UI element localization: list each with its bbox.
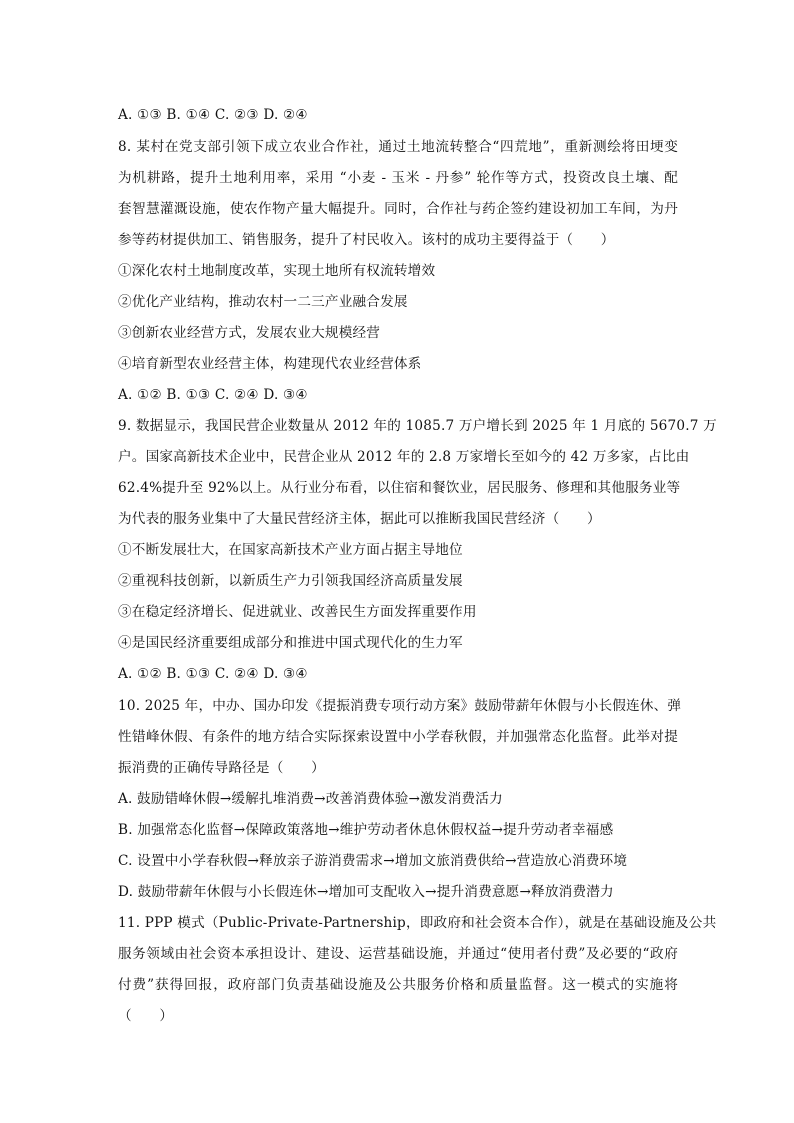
q10-stem-line: 性错峰休假、有条件的地方结合实际探索设置中小学春秋假，并加强常态化监督。此举对提 [118,729,678,745]
q11-stem-line: 付费”获得回报，政府部门负责基础设施及公共服务价格和质量监督。这一模式的实施将 [118,977,678,993]
prev-question-answer-choices: A. ①③ B. ①④ C. ②③ D. ②④ [118,107,308,123]
q8-stem-line: 套智慧灌溉设施，使农作物产量大幅提升。同时，合作社与药企签约建设初加工车间，为丹 [118,201,678,217]
q8-answer-choices: A. ①② B. ①③ C. ②④ D. ③④ [118,387,308,403]
q11-stem-line: 服务领域由社会资本承担设计、建设、运营基础设施，并通过“使用者付费”及必要的“政府 [118,946,678,962]
q9-stem-line: 62.4%提升至 92%以上。从行业分布看，以住宿和餐饮业，居民服务、修理和其他服务业等 [118,480,681,496]
q8-stem-line: 8. 某村在党支部引领下成立农业合作社，通过土地流转整合“四荒地”，重新测绘将田埂变 [118,139,678,155]
q10-option-b: B. 加强常态化监督→保障政策落地→维护劳动者休息休假权益→提升劳动者幸福感 [118,822,614,838]
q10-option-d: D. 鼓励带薪年休假与小长假连休→增加可支配收入→提升消费意愿→释放消费潜力 [118,884,614,900]
q8-stem-line: 为机耕路，提升土地利用率，采用 “小麦 - 玉米 - 丹参” 轮作等方式，投资改良土壤、配 [118,170,678,186]
q9-option: ④是国民经济重要组成部分和推进中国式现代化的生力军 [118,635,463,651]
q9-option: ②重视科技创新，以新质生产力引领我国经济高质量发展 [118,573,463,589]
q10-stem-line: 10. 2025 年，中办、国办印发《提振消费专项行动方案》鼓励带薪年休假与小长假连休、弹 [118,698,682,714]
q10-option-a: A. 鼓励错峰休假→缓解扎堆消费→改善消费体验→激发消费活力 [118,791,503,807]
q11-answer-blank: （ ） [118,1008,174,1024]
q8-option: ③创新农业经营方式，发展农业大规模经营 [118,325,381,341]
q9-stem-line: 户。国家高新技术企业中，民营企业从 2012 年的 2.8 万家增长至如今的 42 万多家，占比由 [118,449,690,465]
q8-option: ②优化产业结构，推动农村一二三产业融合发展 [118,294,408,310]
q10-stem-line: 振消费的正确传导路径是（ ） [118,760,325,776]
q8-option: ④培育新型农业经营主体，构建现代农业经营体系 [118,356,422,372]
q10-option-c: C. 设置中小学春秋假→释放亲子游消费需求→增加文旅消费供给→营造放心消费环境 [118,853,628,869]
q9-stem-line: 为代表的服务业集中了大量民营经济主体，据此可以推断我国民营经济（ ） [118,511,601,527]
q9-stem-line: 9. 数据显示，我国民营企业数量从 2012 年的 1085.7 万户增长到 2025 年 1 月底的 5670.7 万 [118,418,717,434]
q9-option: ③在稳定经济增长、促进就业、改善民生方面发挥重要作用 [118,604,477,620]
q9-answer-choices: A. ①② B. ①③ C. ②④ D. ③④ [118,666,308,682]
q9-option: ①不断发展壮大，在国家高新技术产业方面占据主导地位 [118,542,463,558]
q8-stem-line: 参等药材提供加工、销售服务，提升了村民收入。该村的成功主要得益于（ ） [118,232,615,248]
q11-stem-line: 11. PPP 模式（Public-Private-Partnership，即政府和社会资本合作），就是在基础设施及公共 [118,915,717,931]
q8-option: ①深化农村土地制度改革，实现土地所有权流转增效 [118,263,436,279]
